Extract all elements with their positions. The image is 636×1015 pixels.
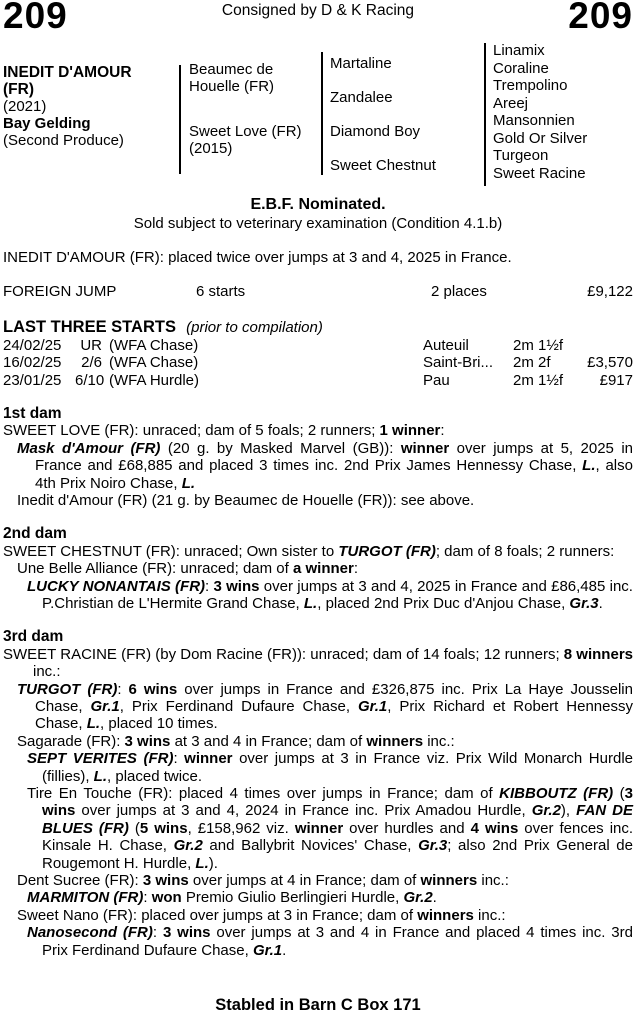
consignor-line: Consigned by D & K Racing	[221, 2, 415, 19]
pedigree-table	[3, 42, 633, 191]
pedigree-sire: Beaumec de Houelle (FR)	[189, 61, 275, 95]
pedigree-gen2-name: Diamond Boy	[330, 123, 421, 140]
dam-paragraph: Inedit d'Amour (FR) (21 g. by Beaumec de Houelle (FR)): see above.	[17, 491, 475, 509]
pedigree-gen2-name: Sweet Chestnut	[330, 157, 436, 174]
dam-paragraph: Sweet Nano (FR): placed over jumps at 3 in France; dam of winners inc.:	[17, 906, 506, 924]
dam-paragraph: LUCKY NONANTAIS (FR): 3 wins over jumps at 3 and 4, 2025 in France and £86,485 inc. P.Christian de L'Hermite Grand Chase, L., placed 2nd Prix Duc d'Anjou Chase, Gr.3.	[27, 577, 633, 612]
dam-paragraph: SWEET RACINE (FR) (by Dom Racine (FR)): unraced; dam of 14 foals; 12 runners; 8 winners inc.:	[3, 645, 633, 681]
record-starts: 6 starts	[196, 283, 246, 300]
pedigree-gen3-column	[493, 42, 587, 182]
horse-year: (2021)	[3, 98, 47, 115]
dam-paragraph: SWEET CHESTNUT (FR): unraced; Own sister to TURGOT (FR); dam of 8 foals; 2 runners:	[3, 542, 615, 560]
pedigree-gen3-name: Mansonnien	[493, 112, 575, 129]
horse-produce-note: (Second Produce)	[3, 132, 124, 149]
race-distance: 2m 1½f	[513, 337, 564, 354]
second-dam-section	[3, 525, 633, 612]
dam-paragraph: MARMITON (FR): won Premio Giulio Berlingieri Hurdle, Gr.2.	[27, 889, 437, 907]
race-result-row	[3, 354, 633, 371]
dam-paragraph: Mask d'Amour (FR) (20 g. by Masked Marvel (GB)): winner over jumps at 5, 2025 in France and £68,885 and placed 3 times inc. 2nd Prix James Hennessy Chase, L., also 4th Prix Noiro Chase, L.	[17, 439, 634, 492]
dam-paragraph: Sagarade (FR): 3 wins at 3 and 4 in France; dam of winners inc.:	[17, 732, 455, 750]
pedigree-gen3-name: Coraline	[493, 59, 549, 77]
race-position: 6/10	[75, 371, 105, 389]
race-distance: 2m 1½f	[513, 371, 564, 389]
dam-paragraph: Nanosecond (FR): 3 wins over jumps at 3 and 4 in France and placed 4 times inc. 3rd Prix Ferdinand Dufaure Chase, Gr.1.	[27, 924, 633, 959]
last-three-starts-heading	[3, 318, 633, 337]
race-date: 24/02/25	[3, 337, 62, 354]
veterinary-condition-notice: Sold subject to veterinary examination (Condition 4.1.b)	[133, 215, 503, 232]
pedigree-gen2-name: Martaline	[330, 55, 392, 72]
pedigree-gen3-name: Linamix	[493, 42, 545, 59]
race-course: Pau	[423, 371, 450, 389]
dam-heading: 1st dam	[3, 404, 62, 422]
record-places: 2 places	[431, 283, 487, 300]
pedigree-gen3-name: Trempolino	[493, 77, 568, 94]
race-prize: £3,570	[587, 354, 633, 372]
race-course: Auteuil	[423, 337, 469, 354]
pedigree-dam-name: Sweet Love (FR)	[189, 123, 302, 140]
race-distance: 2m 2f	[513, 354, 551, 372]
lot-number-right: 209	[568, 0, 633, 36]
pedigree-gen3-name: Gold Or Silver	[493, 129, 588, 147]
last-three-starts-subtitle: (prior to compilation)	[186, 319, 323, 336]
race-type: (WFA Hurdle)	[109, 371, 200, 389]
page-header	[3, 0, 633, 42]
dam-paragraph: Une Belle Alliance (FR): unraced; dam of a winner:	[17, 560, 358, 578]
race-prize	[575, 337, 633, 354]
race-course: Saint-Bri...	[423, 354, 494, 372]
third-dam-section	[3, 628, 633, 959]
pedigree-gen2-name: Zandalee	[330, 89, 393, 106]
pedigree-rule	[179, 65, 181, 174]
record-earnings: £9,122	[587, 283, 633, 300]
pedigree-rule	[484, 43, 486, 186]
last-three-starts-title: LAST THREE STARTS	[3, 318, 176, 336]
race-date: 16/02/25	[3, 354, 62, 372]
stabling-location: Stabled in Barn C Box 171	[215, 996, 421, 1015]
pedigree-gen3-name: Sweet Racine	[493, 164, 586, 182]
dam-heading: 2nd dam	[3, 525, 67, 543]
race-prize: £917	[599, 371, 633, 389]
horse-name: INEDIT D'AMOUR (FR)	[3, 64, 132, 98]
dam-paragraph: Dent Sucree (FR): 3 wins over jumps at 4 in France; dam of winners inc.:	[17, 872, 509, 890]
dam-paragraph: Tire En Touche (FR): placed 4 times over jumps in France; dam of KIBBOUTZ (FR) (3 wins over jumps at 3 and 4, 2024 in France inc. Prix Amadou Hurdle, Gr.2), FAN DE BLUES (FR) (5 wins, £158,962 viz. winner over hurdles and 4 wins over fences inc. Kinsale H. Chase, Gr.2 and Ballybrit Novices' Chase, Gr.3; also 2nd Prix General de Rougemont H. Hurdle, L.).	[27, 785, 634, 872]
pedigree-gen3-name: Turgeon	[493, 147, 549, 164]
race-position: 2/6	[81, 354, 102, 372]
race-record-row	[3, 283, 633, 300]
ebf-nominated-notice: E.B.F. Nominated.	[250, 196, 386, 213]
record-category: FOREIGN JUMP	[3, 283, 117, 300]
race-type: (WFA Chase)	[109, 354, 199, 372]
horse-details	[3, 64, 163, 149]
race-type: (WFA Chase)	[109, 337, 199, 354]
dam-paragraph: SWEET LOVE (FR): unraced; dam of 5 foals; 2 runners; 1 winner:	[3, 422, 445, 440]
race-position: UR	[80, 337, 102, 354]
horse-description: Bay Gelding	[3, 115, 91, 132]
pedigree-gen3-name: Areej	[493, 94, 529, 112]
race-summary: INEDIT D'AMOUR (FR): placed twice over jumps at 3 and 4, 2025 in France.	[3, 249, 512, 266]
dam-paragraph: TURGOT (FR): 6 wins over jumps in France and £326,875 inc. Prix La Haye Jousselin Chase, Gr.1, Prix Ferdinand Dufaure Chase, Gr.1, Prix Richard et Robert Hennessy Chase, L., placed 10 times.	[17, 680, 633, 733]
first-dam-section	[3, 405, 633, 509]
pedigree-dam-year: (2015)	[189, 140, 233, 157]
lot-number-left: 209	[3, 0, 68, 36]
dam-paragraph: SEPT VERITES (FR): winner over jumps at 3 in France viz. Prix Wild Monarch Hurdle (fillies), L., placed twice.	[27, 750, 633, 785]
pedigree-dam	[189, 123, 314, 157]
pedigree-rule	[321, 52, 323, 175]
dam-heading: 3rd dam	[3, 628, 64, 646]
race-date: 23/01/25	[3, 371, 62, 389]
race-result-row	[3, 337, 633, 354]
race-result-row	[3, 372, 633, 389]
